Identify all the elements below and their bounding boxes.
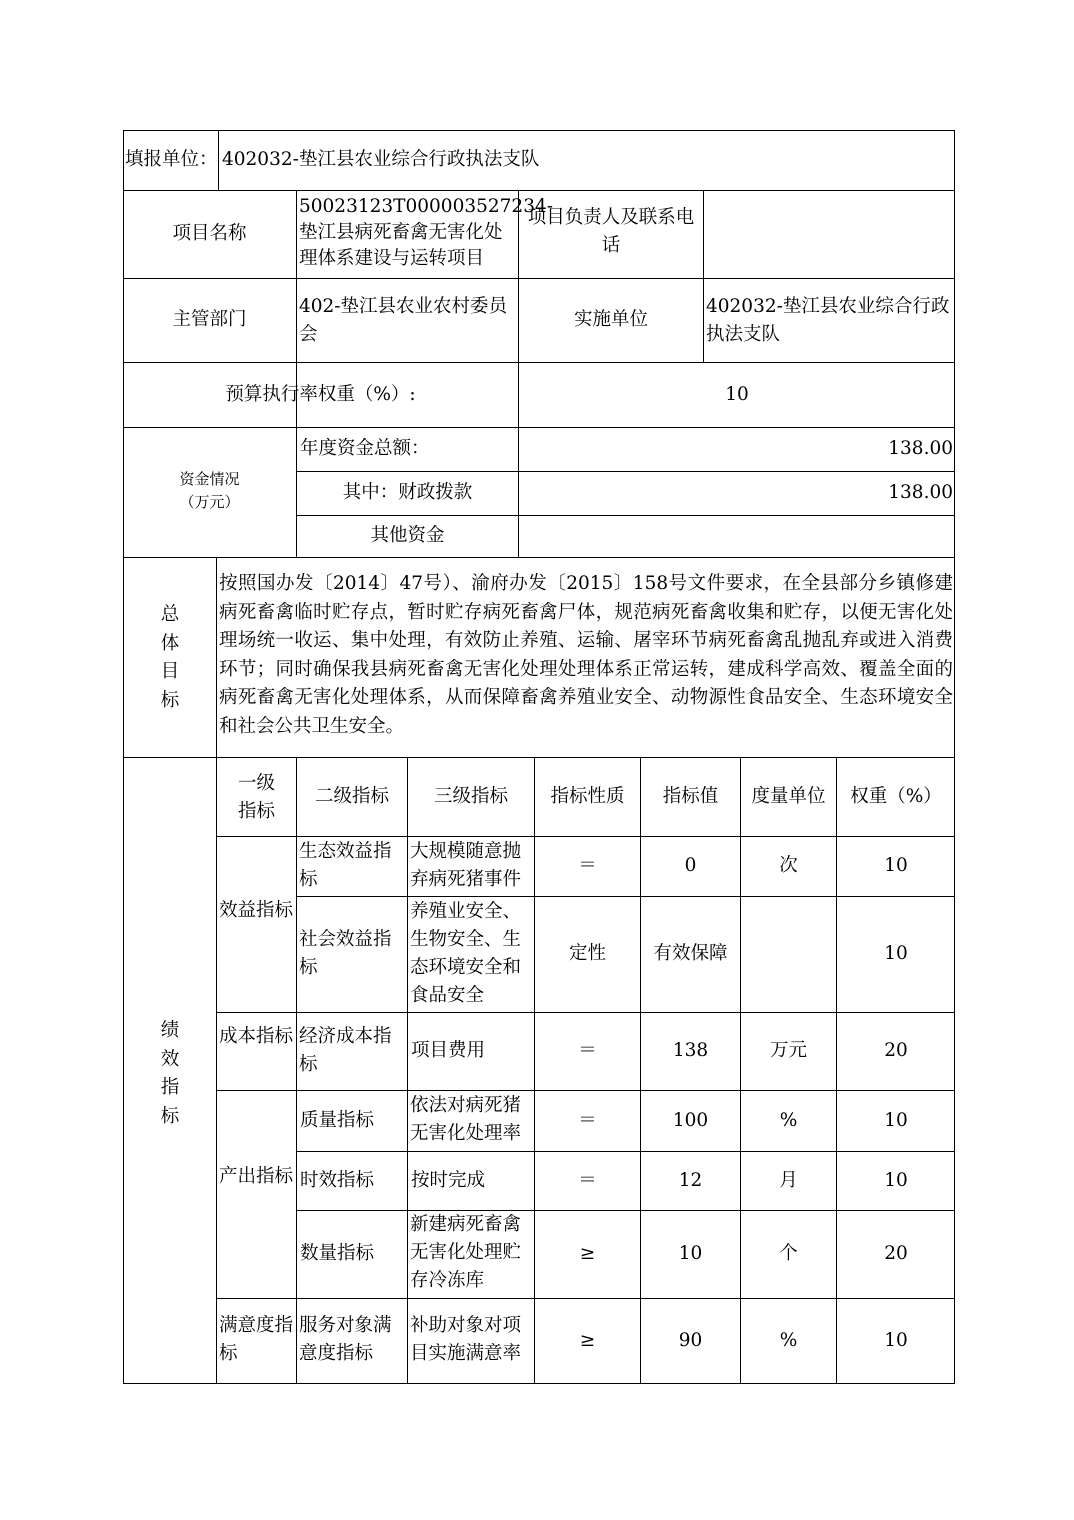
row6-level3: 补助对象对项目实施满意率	[410, 1315, 522, 1364]
performance-indicators-label: 绩 效 指 标	[160, 1020, 180, 1127]
level1-cost: 成本指标	[219, 1026, 294, 1047]
row2-nature: ＝	[578, 1040, 597, 1061]
overall-goal-text: 按照国办发〔2014〕47号）、渝府办发〔2015〕158号文件要求，在全县部分乡镇修建病死畜禽临时贮存点，暂时贮存病死畜禽尸体，规范病死畜禽收集和贮存，以便无害化处理场统一收运、集中处理，有效防止养殖、运输、屠宰环节病死畜禽乱抛乱弃或进入消费环节；同时确保我县病死畜禽无害化处理处理体系正常运转，建成科学高效、覆盖全面的病死畜禽无害化处理体系，从而保障畜禽养殖业安全、动物源性食品安全、生态环境安全和社会公共卫生安全。	[219, 573, 953, 737]
row4-level2: 时效指标	[300, 1169, 375, 1191]
level1-output: 产出指标	[219, 1166, 294, 1187]
row0-weight: 10	[884, 855, 908, 876]
row3-nature: ＝	[578, 1109, 597, 1131]
row5-value: 10	[678, 1243, 703, 1264]
project-name-label: 项目名称	[172, 223, 247, 244]
row1-value: 有效保障	[653, 943, 728, 964]
row1-unit	[741, 896, 836, 1012]
row4-unit: 月	[779, 1169, 798, 1191]
row6-value: 90	[678, 1330, 703, 1351]
col-divider	[216, 557, 217, 1384]
row5-level2: 数量指标	[300, 1243, 375, 1264]
supervising-dept-value: 402-垫江县农业农村委员会	[299, 296, 508, 345]
row3-value: 100	[672, 1109, 709, 1131]
funds-label-line1: 资金情况	[179, 470, 240, 488]
row6-unit: %	[779, 1330, 798, 1351]
header-nature: 指标性质	[550, 785, 625, 807]
row0-nature: ＝	[578, 855, 597, 876]
header-unit: 度量单位	[751, 785, 826, 807]
performance-target-table	[123, 130, 955, 1384]
implementing-unit-value: 402032-垫江县农业综合行政执法支队	[706, 296, 950, 345]
row3-level3: 依法对病死猪无害化处理率	[410, 1095, 522, 1144]
row5-weight: 20	[884, 1243, 908, 1264]
project-contact-value	[704, 190, 955, 278]
header-weight: 权重（%）	[850, 785, 942, 807]
budget-rate-weight-label: 预算执行率权重（%）:	[225, 383, 416, 405]
row3-level2: 质量指标	[300, 1109, 375, 1131]
level1-satisfaction: 满意度指标	[219, 1315, 294, 1364]
row0-level2: 生态效益指标	[299, 841, 392, 890]
row3-weight: 10	[884, 1109, 908, 1131]
row-divider	[123, 557, 955, 558]
row5-nature: ≥	[579, 1243, 596, 1264]
row0-value: 0	[684, 855, 697, 876]
row5-unit: 个	[779, 1243, 798, 1264]
supervising-dept-label: 主管部门	[172, 309, 247, 330]
other-funds-label: 其他资金	[370, 525, 445, 546]
row6-nature: ≥	[579, 1330, 596, 1351]
row2-unit: 万元	[769, 1040, 807, 1061]
header-level3: 三级指标	[433, 785, 508, 807]
row1-nature: 定性	[568, 943, 606, 964]
project-name-value: 50023123T000003527234-垫江县病死畜禽无害化处理体系建设与运转项目	[299, 196, 553, 269]
project-contact-label: 项目负责人及联系电话	[527, 207, 695, 256]
row4-level3: 按时完成	[411, 1169, 486, 1191]
other-funds-value	[519, 515, 955, 557]
row0-level3: 大规模随意抛弃病死猪事件	[410, 841, 522, 890]
annual-funds-total-value: 138.00	[888, 438, 953, 459]
row2-weight: 20	[884, 1040, 908, 1061]
row1-level3: 养殖业安全、生物安全、生态环境安全和食品安全	[410, 901, 522, 1006]
fiscal-allocation-value: 138.00	[888, 482, 953, 503]
funds-label-line2: （万元）	[179, 493, 240, 511]
row2-value: 138	[672, 1040, 709, 1061]
row4-value: 12	[678, 1169, 703, 1191]
row4-weight: 10	[884, 1169, 908, 1191]
header-level1: 一级指标	[237, 773, 275, 822]
level1-benefit: 效益指标	[219, 900, 294, 921]
row3-unit: %	[779, 1109, 798, 1131]
row1-weight: 10	[884, 943, 908, 964]
row5-level3: 新建病死畜禽无害化处理贮存冷冻库	[410, 1214, 522, 1291]
reporting-unit-label: 填报单位：	[125, 149, 218, 170]
row4-nature: ＝	[578, 1169, 597, 1191]
row1-level2: 社会效益指标	[299, 929, 392, 978]
row6-weight: 10	[884, 1330, 908, 1351]
overall-goal-label: 总 体 目 标	[160, 604, 180, 711]
row0-unit: 次	[779, 855, 798, 876]
header-level2: 二级指标	[314, 785, 389, 807]
header-value: 指标值	[662, 785, 719, 807]
reporting-unit-value: 402032-垫江县农业综合行政执法支队	[222, 149, 540, 170]
implementing-unit-label: 实施单位	[573, 309, 648, 330]
fiscal-allocation-label: 其中：财政拨款	[342, 482, 473, 503]
row2-level2: 经济成本指标	[299, 1026, 392, 1075]
annual-funds-total-label: 年度资金总额：	[300, 438, 430, 459]
row2-level3: 项目费用	[411, 1040, 486, 1061]
row6-level2: 服务对象满意度指标	[299, 1315, 392, 1364]
budget-rate-weight-value: 10	[725, 383, 749, 405]
